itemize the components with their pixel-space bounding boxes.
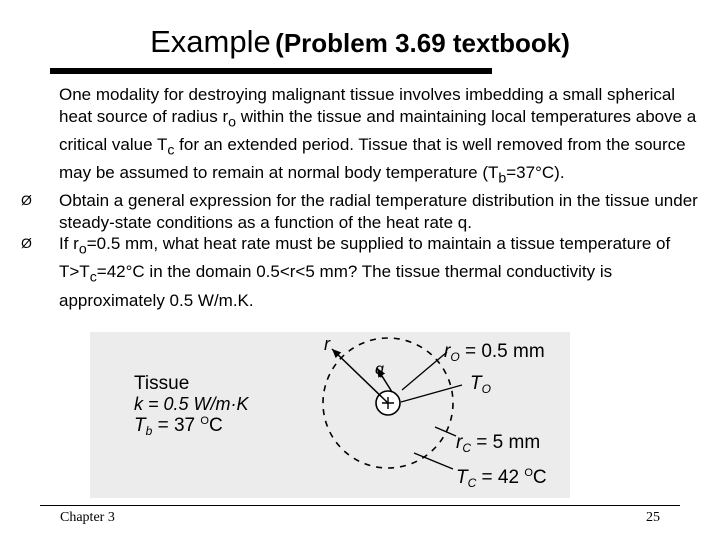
slide-title bbox=[0, 24, 720, 60]
arrow-bullet-icon: Ø bbox=[21, 235, 32, 252]
source-temp-label: $T_O$ bbox=[470, 373, 491, 396]
title-paren: (Problem 3.69 textbook) bbox=[275, 28, 570, 58]
heat-source-diagram bbox=[90, 332, 570, 498]
tissue-label: Tissue bbox=[134, 373, 190, 394]
radius-r-label: r bbox=[324, 334, 330, 354]
intro-paragraph: One modality for destroying malignant tissue involves imbedding a small spherical heat source of radius $r_o$ within the tissue and maintaining local temperatures above a critical value $T_c$ for an extended period. Tissue that is well removed from the source may be assumed to remain at normal body temperature $(T_b=37^\circ C)$. bbox=[59, 85, 697, 187]
bullet-item-2: Ø If $r_o=0.5$ mm, what heat rate must be supplied to maintain a tissue temperature of $T>T_c=42^\circ C$ in the domain 0.5<r<5 mm? The tissue thermal conductivity is approximately 0.5 W/m.K. bbox=[21, 234, 671, 310]
footer-divider bbox=[40, 505, 680, 506]
problem-text bbox=[21, 84, 709, 311]
arrow-bullet-icon: Ø bbox=[21, 191, 32, 208]
title-underline bbox=[50, 68, 492, 74]
source-radius-label: $r_O = 0.5$ mm bbox=[444, 341, 545, 364]
heat-rate-q-label: q bbox=[375, 361, 384, 378]
chapter-label: Chapter 3 bbox=[60, 510, 115, 525]
diagram-svg bbox=[90, 332, 570, 498]
bullet-item-1: Ø Obtain a general expression for the radial temperature distribution in the tissue under steady-state conditions as a function of the heat rate q. bbox=[21, 190, 698, 232]
body-temp-label: $T_b = 37$ $^O$C bbox=[134, 415, 223, 438]
page-number: 25 bbox=[646, 510, 660, 525]
conductivity-label: k = 0.5 W/m·K bbox=[134, 394, 249, 414]
critical-radius-label: $r_C = 5$ mm bbox=[456, 432, 541, 455]
title-main: Example bbox=[150, 24, 271, 59]
slide-footer bbox=[40, 505, 680, 535]
critical-temp-label: $T_C = 42$ $^O$C bbox=[456, 467, 547, 490]
